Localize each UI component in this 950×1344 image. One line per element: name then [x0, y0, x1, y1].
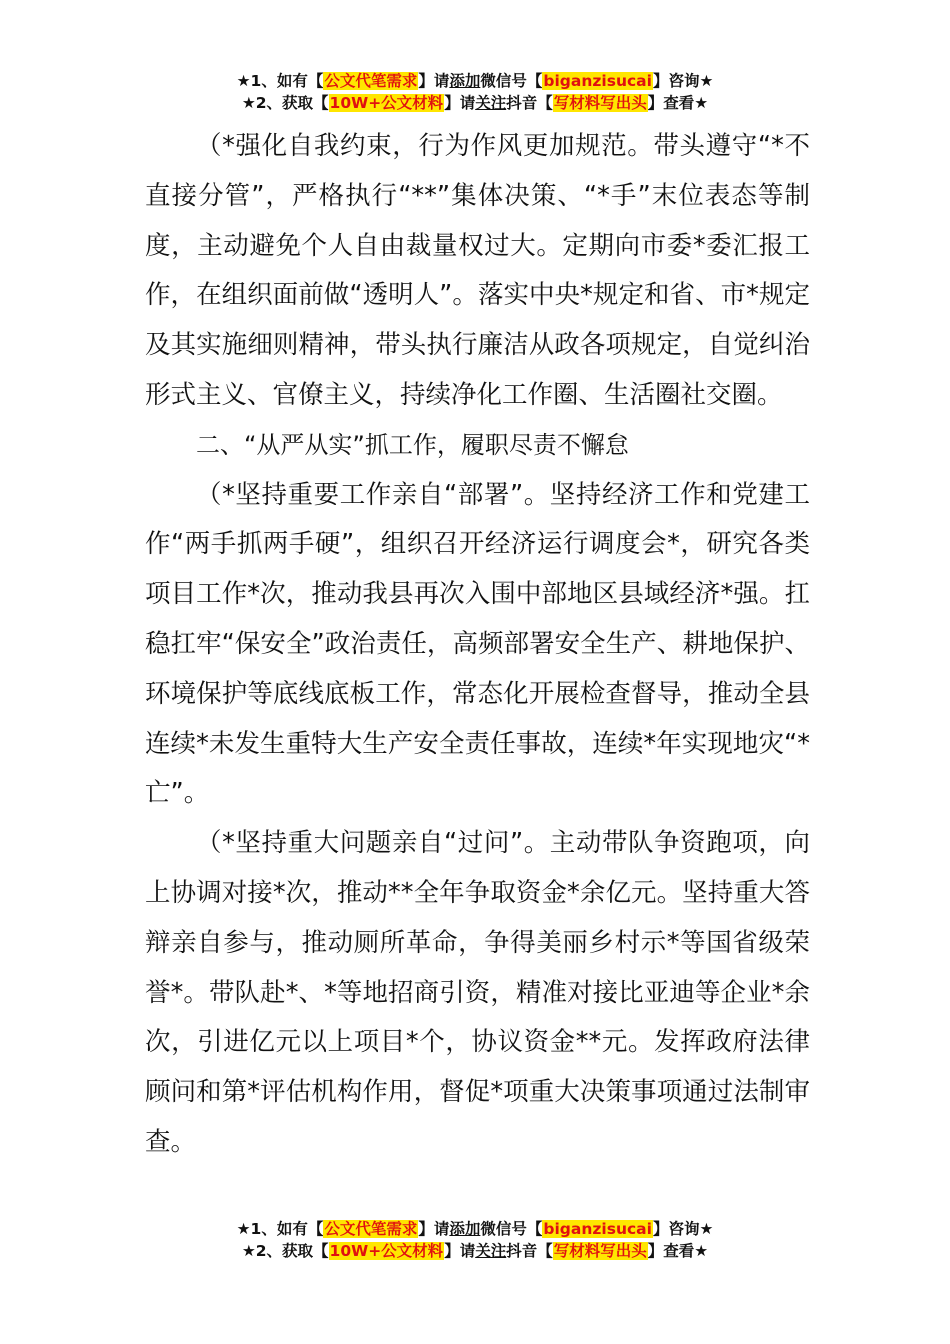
banner-line-1: ★1、如有【公文代笔需求】请添加微信号【biganzisucai】咨询★: [236, 1220, 714, 1238]
highlight-wechat-id: biganzisucai: [543, 72, 652, 90]
paragraph-deployment: （*坚持重要工作亲自“部署”。坚持经济工作和党建工作“两手抓两手硬”，组织召开经济运行调度会*，研究各类项目工作*次，推动我县再次入围中部地区县域经济*强。扛稳扛牢“保安全”政治责任，高频部署安全生产、耕地保护、环境保护等底线底板工作，常态化开展检查督导，推动全县连续*未发生重特大生产安全责任事故，连续*年实现地灾“*亡”。: [145, 479, 810, 809]
highlight-douyin-account: 写材料写出头: [553, 94, 647, 112]
highlight-service: 公文代笔需求: [324, 1220, 418, 1238]
section-heading-2: 二、“从严从实”抓工作，履职尽责不懈怠: [196, 430, 629, 459]
highlight-service: 公文代笔需求: [324, 72, 418, 90]
highlight-materials: 10W+公文材料: [329, 1242, 444, 1260]
highlight-materials: 10W+公文材料: [329, 94, 444, 112]
banner-line-1: ★1、如有【公文代笔需求】请添加微信号【biganzisucai】咨询★: [236, 72, 714, 90]
banner-line-2: ★2、获取【10W+公文材料】请关注抖音【写材料写出头】查看★: [241, 94, 709, 112]
paragraph-major-issues: （*坚持重大问题亲自“过问”。主动带队争资跑项，向上协调对接*次，推动**全年争取资金*余亿元。坚持重大答辩亲自参与，推动厕所革命，争得美丽乡村示*等国省级荣誉*。带队赴*、*等地招商引资，精准对接比亚迪等企业*余次，引进亿元以上项目*个，协议资金**元。发挥政府法律顾问和第*评估机构作用，督促*项重大决策事项通过法制审查。: [145, 828, 810, 1157]
document-body: [145, 122, 810, 1168]
paragraph-self-discipline: （*强化自我约束，行为作风更加规范。带头遵守“*不直接分管”，严格执行“**”集体决策、“*手”末位表态等制度，主动避免个人自由裁量权过大。定期向市委*委汇报工作，在组织面前做“透明人”。落实中央*规定和省、市*规定及其实施细则精神，带头执行廉洁从政各项规定，自觉纠治形式主义、官僚主义，持续净化工作圈、生活圈社交圈。: [145, 131, 810, 410]
highlight-douyin-account: 写材料写出头: [553, 1242, 647, 1260]
footer-banner: [0, 1218, 950, 1262]
header-banner: [0, 70, 950, 114]
highlight-wechat-id: biganzisucai: [543, 1220, 652, 1238]
banner-line-2: ★2、获取【10W+公文材料】请关注抖音【写材料写出头】查看★: [241, 1242, 709, 1260]
